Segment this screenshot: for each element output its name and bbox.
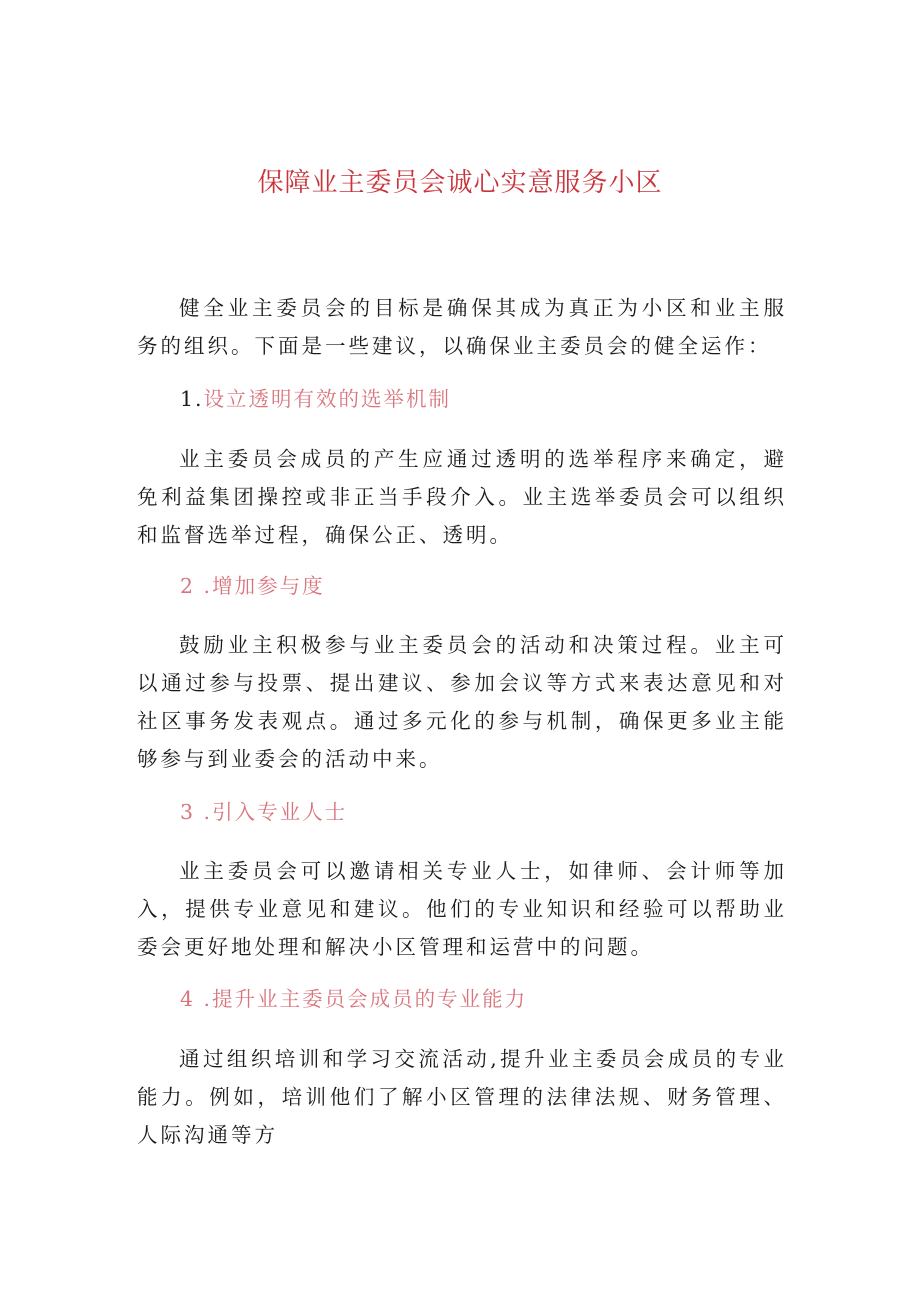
document-title: 保障业主委员会诚心实意服务小区	[257, 168, 663, 198]
section-heading-3	[180, 798, 347, 826]
section-number: 2 .	[180, 574, 213, 598]
section-body-1: 业主委员会成员的产生应通过透明的选举程序来确定，避免利益集团操控或非正当手段介入。业主选举委员会可以组织和监督选举过程，确保公正、透明。	[137, 447, 787, 547]
section-body-2: 鼓励业主积极参与业主委员会的活动和决策过程。业主可以通过参与投票、提出建议、参加会议等方式来表达意见和对社区事务发表观点。通过多元化的参与机制，确保更多业主能够参与到业委会的活动中来。	[137, 633, 787, 771]
section-heading-4	[180, 985, 527, 1013]
intro-paragraph: 健全业主委员会的目标是确保其成为真正为小区和业主服务的组织。下面是一些建议，以确保业主委员会的健全运作：	[137, 296, 787, 358]
section-heading-text: 提升业主委员会成员的专业能力	[212, 987, 528, 1011]
section-heading-1	[180, 385, 451, 413]
section-body-3: 业主委员会可以邀请相关专业人士，如律师、会计师等加入，提供专业意见和建议。他们的专业知识和经验可以帮助业委会更好地处理和解决小区管理和运营中的问题。	[137, 859, 787, 959]
section-heading-text: 增加参与度	[212, 574, 325, 598]
section-body-4: 通过组织培训和学习交流活动,提升业主委员会成员的专业能力。例如，培训他们了解小区管理的法律法规、财务管理、人际沟通等方	[137, 1047, 787, 1147]
section-number: 1.	[180, 387, 204, 411]
section-number: 3 .	[180, 800, 213, 824]
section-heading-2	[180, 572, 325, 600]
section-heading-text: 引入专业人士	[212, 800, 348, 824]
section-number: 4 .	[180, 987, 213, 1011]
section-heading-text: 设立透明有效的选举机制	[203, 387, 452, 411]
